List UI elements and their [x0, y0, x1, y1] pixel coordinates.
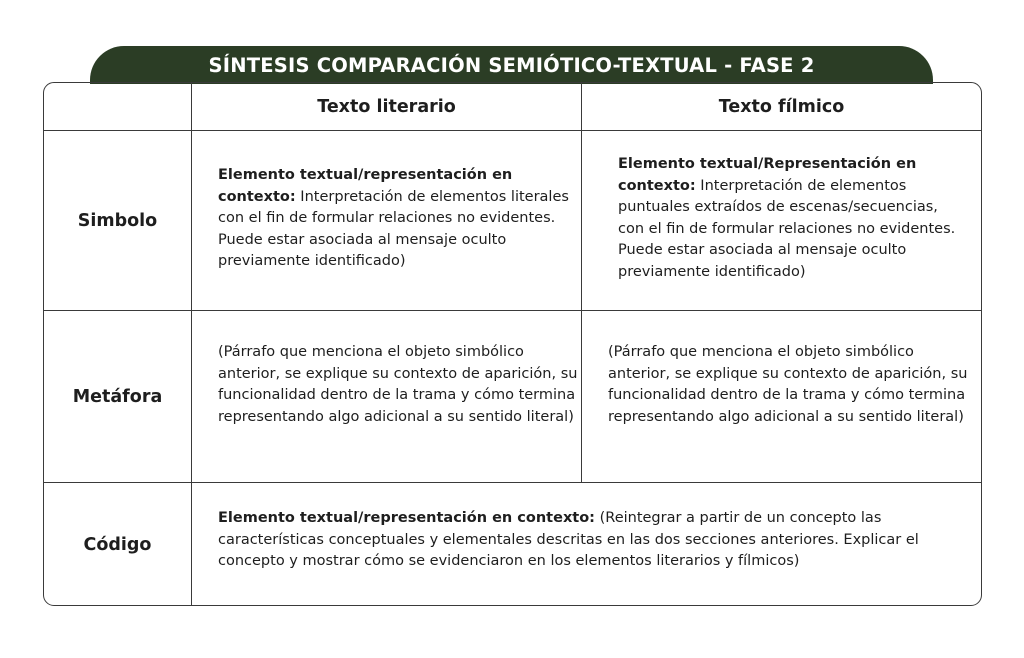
cell-text: (Reintegrar a partir de un concepto las características conceptuales y elementales descritas en las dos secciones anteriores. Explicar el concepto y mostrar cómo se evidenciaron en los elementos literarios y fílmicos): [218, 510, 919, 569]
row-label-codigo: Código: [83, 534, 152, 555]
row-label-simbolo: Simbolo: [77, 210, 158, 231]
cell-codigo-merged: [218, 508, 958, 573]
cell-lead: Elemento textual/representación en contexto:: [218, 167, 513, 205]
cell-simbolo-literario: [218, 165, 570, 273]
header-texto-filmico: Texto fílmico: [718, 96, 845, 117]
middle-column-divider: [581, 83, 582, 482]
cell-text: (Párrafo que menciona el objeto simbólico anterior, se explique su contexto de aparición, su funcionalidad dentro de la trama y cómo termina representando algo adicional a su sentido literal): [608, 344, 968, 425]
row-label-metafora: Metáfora: [72, 386, 163, 407]
cell-lead: Elemento textual/Representación en contexto:: [618, 156, 917, 194]
cell-metafora-literario: [218, 342, 578, 428]
cell-metafora-filmico: [608, 342, 970, 428]
cell-text: Interpretación de elementos puntuales extraídos de escenas/secuencias, con el fin de formular relaciones no evidentes. Puede estar asociada al mensaje oculto previamente identificado): [618, 177, 956, 280]
table-title: SÍNTESIS COMPARACIÓN SEMIÓTICO-TEXTUAL - FASE 2: [90, 46, 933, 84]
cell-lead: Elemento textual/representación en contexto:: [218, 510, 595, 526]
cell-text: Interpretación de elementos literales con el fin de formular relaciones no evidentes. Puede estar asociada al mensaje oculto previamente identificado): [218, 188, 569, 269]
cell-simbolo-filmico: [618, 154, 963, 283]
header-texto-literario: Texto literario: [317, 96, 456, 117]
cell-text: (Párrafo que menciona el objeto simbólico anterior, se explique su contexto de aparición, su funcionalidad dentro de la trama y cómo termina representando algo adicional a su sentido literal): [218, 344, 578, 425]
